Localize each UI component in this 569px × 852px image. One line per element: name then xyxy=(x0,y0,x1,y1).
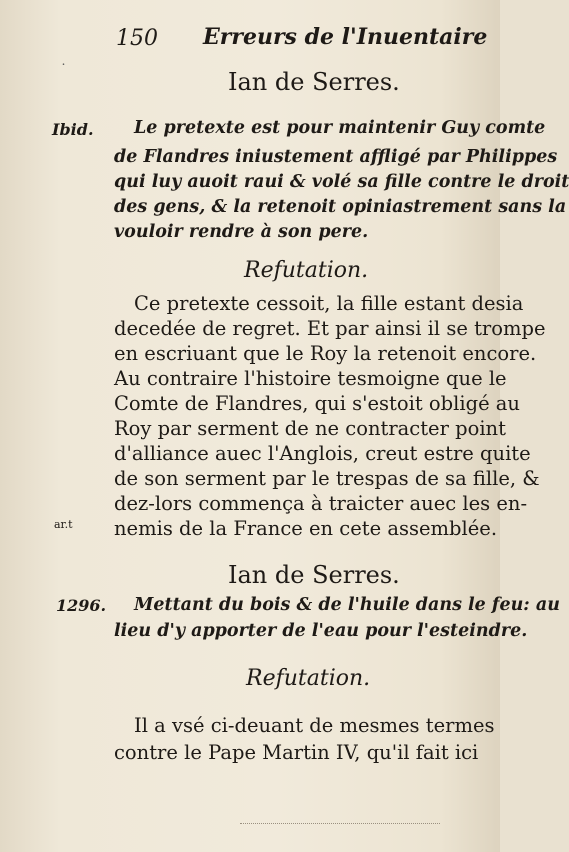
quote-line: vouloir rendre à son pere. xyxy=(114,222,369,242)
body-line: nemis de la France en cete assemblée. xyxy=(114,517,498,540)
quote-line: de Flandres iniustement affligé par Philippes xyxy=(114,147,558,167)
body-line: dez-lors commença à traicter auec les en- xyxy=(114,492,528,515)
body-line: decedée de regret. Et par ainsi il se trompe xyxy=(114,317,546,340)
refutation-title: Refutation. xyxy=(244,258,369,283)
body-line: de son serment par le trespas de sa fille, & xyxy=(114,467,540,490)
section-heading: Ian de Serres. xyxy=(228,561,400,589)
body-line: Ce pretexte cessoit, la fille estant desia xyxy=(134,292,524,315)
refutation-title: Refutation. xyxy=(246,666,371,691)
quote-line: qui luy auoit raui & volé sa fille contre le droit xyxy=(114,172,569,192)
page-number: 150 xyxy=(116,26,158,51)
margin-note: Ibid. xyxy=(52,120,94,139)
quote-line: lieu d'y apporter de l'eau pour l'esteindre. xyxy=(114,621,528,641)
section-heading: Ian de Serres. xyxy=(228,68,400,96)
body-line: Au contraire l'histoire tesmoigne que le xyxy=(114,367,507,390)
margin-note: ar.t xyxy=(54,518,73,531)
quote-line: Mettant du bois & de l'huile dans le feu: au xyxy=(134,595,560,615)
ink-mark: ˙ xyxy=(60,62,67,78)
body-line: en escriuant que le Roy la retenoit encore. xyxy=(114,342,537,365)
quote-line: des gens, & la retenoit opiniastrement sans la xyxy=(114,197,567,217)
page-smudge xyxy=(240,823,440,824)
body-line: Comte de Flandres, qui s'estoit obligé au xyxy=(114,392,520,415)
quote-line: Le pretexte est pour maintenir Guy comte xyxy=(134,118,546,138)
running-title: Erreurs de l'Inuentaire xyxy=(203,24,488,50)
body-line: d'alliance auec l'Anglois, creut estre quite xyxy=(114,442,531,465)
body-line: Roy par serment de ne contracter point xyxy=(114,417,506,440)
body-line: Il a vsé ci-deuant de mesmes termes xyxy=(134,714,495,737)
body-line: contre le Pape Martin IV, qu'il fait ici xyxy=(114,741,479,764)
margin-note: 1296. xyxy=(56,596,107,615)
